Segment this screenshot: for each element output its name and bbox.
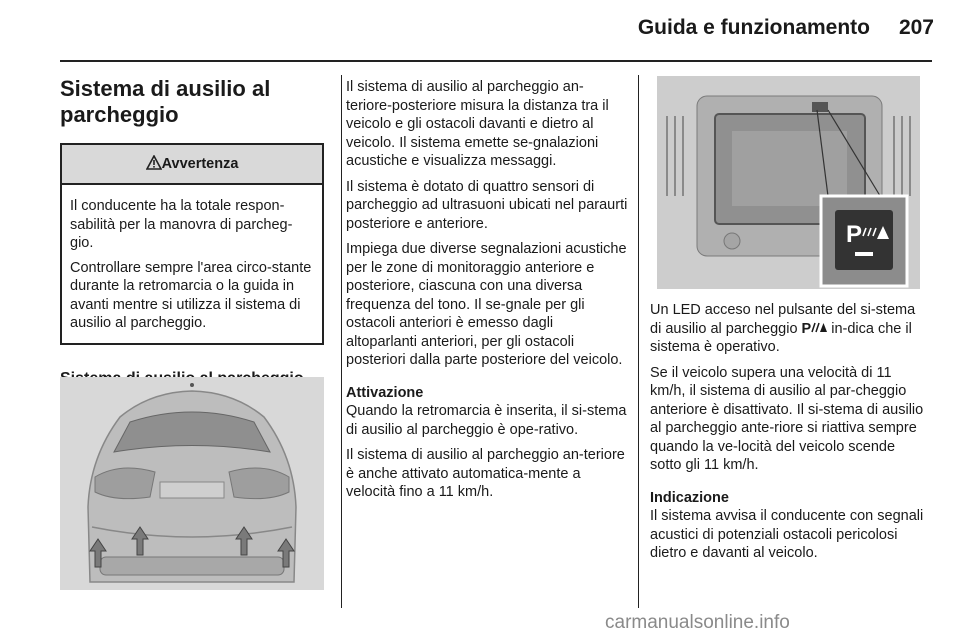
led-text-b: in-dica che il sistema è operativo.	[650, 320, 912, 355]
column-1	[60, 76, 324, 409]
page-number: 207	[898, 16, 934, 39]
header-rule	[60, 60, 932, 62]
section-title-line-1: Sistema di ausilio al	[60, 76, 271, 101]
warning-paragraph-1: Il conducente ha la totale respon-sabilità per la manovra di parcheg-gio.	[70, 198, 293, 251]
paragraph-signals: Impiega due diverse segnalazioni acustiche per le zone di monitoraggio anteriore e posteriore, ciascuna con una diversa frequenza del tono. Il se-gnale per gli ostacoli anteriori è emesso dagli altoparlanti anteriori, per gli ostacoli posteriori dalla parte posteriore del veicolo.	[346, 241, 627, 368]
warning-paragraph-2: Controllare sempre l'area circo-stante durante la retromarcia o la guida in avanti mentre si utilizza il sistema di ausilio al parcheggio.	[70, 259, 312, 331]
indication-heading: Indicazione	[650, 489, 729, 506]
warning-body	[62, 185, 322, 343]
paragraph-intro: Il sistema di ausilio al parcheggio an-teriore-posteriore misura la distanza tra il veicolo e gli ostacoli davanti e dietro al veicolo. Il sistema emette se-gnalazioni acustiche e visualizza messaggi.	[346, 79, 609, 169]
warning-heading: Avvertenza	[161, 156, 239, 172]
dashboard-button-illustration	[657, 76, 920, 289]
paragraph-indication: Il sistema avvisa il conducente con segnali acustici di potenziali ostacoli pericolosi dietro e davanti al veicolo.	[650, 508, 924, 561]
warning-header	[62, 145, 322, 185]
activation-heading: Attivazione	[346, 384, 424, 401]
warning-triangle-icon	[146, 155, 162, 170]
column-2	[346, 78, 628, 509]
svg-text:P: P	[846, 221, 863, 248]
column-3	[650, 301, 924, 570]
car-rear-image	[60, 377, 324, 590]
paragraph-speed: Se il veicolo supera una velocità di 11 km/h, il sistema di ausilio al par-cheggio anteriore è disattivato. Il si-stema di ausilio al parcheggio ante-riore si riattiva sempre quando la ve-locità del veicolo scende sotto gli 11 km/h.	[650, 364, 924, 473]
parking-button-letter: P	[801, 320, 812, 337]
column-divider-1	[341, 75, 342, 608]
parking-assist-button-icon	[802, 321, 828, 337]
paragraph-activation-front: Il sistema di ausilio al parcheggio an-teriore è anche attivato automatica-mente a velocità fino a 11 km/h.	[346, 447, 625, 500]
led-text-a: Un LED acceso nel pulsante del si-stema di ausilio al parcheggio	[650, 302, 916, 337]
section-title-line-2: parcheggio	[60, 102, 179, 127]
warning-box	[60, 143, 324, 345]
car-rear-sensors-illustration	[60, 377, 324, 590]
paragraph-sensors: Il sistema è dotato di quattro sensori di parcheggio ad ultrasuoni ubicati nel paraurti posteriore e anteriore.	[346, 178, 628, 232]
sensor-waves-icon	[811, 321, 827, 333]
paragraph-led	[650, 301, 924, 357]
column-divider-2	[638, 75, 639, 608]
watermark: carmanualsonline.info	[605, 612, 790, 633]
header-section-title: Guida e funzionamento	[637, 16, 870, 39]
section-title	[60, 76, 324, 128]
dashboard-image	[657, 76, 920, 289]
paragraph-activation-reverse: Quando la retromarcia è inserita, il si-stema di ausilio al parcheggio è ope-rativo.	[346, 403, 627, 438]
